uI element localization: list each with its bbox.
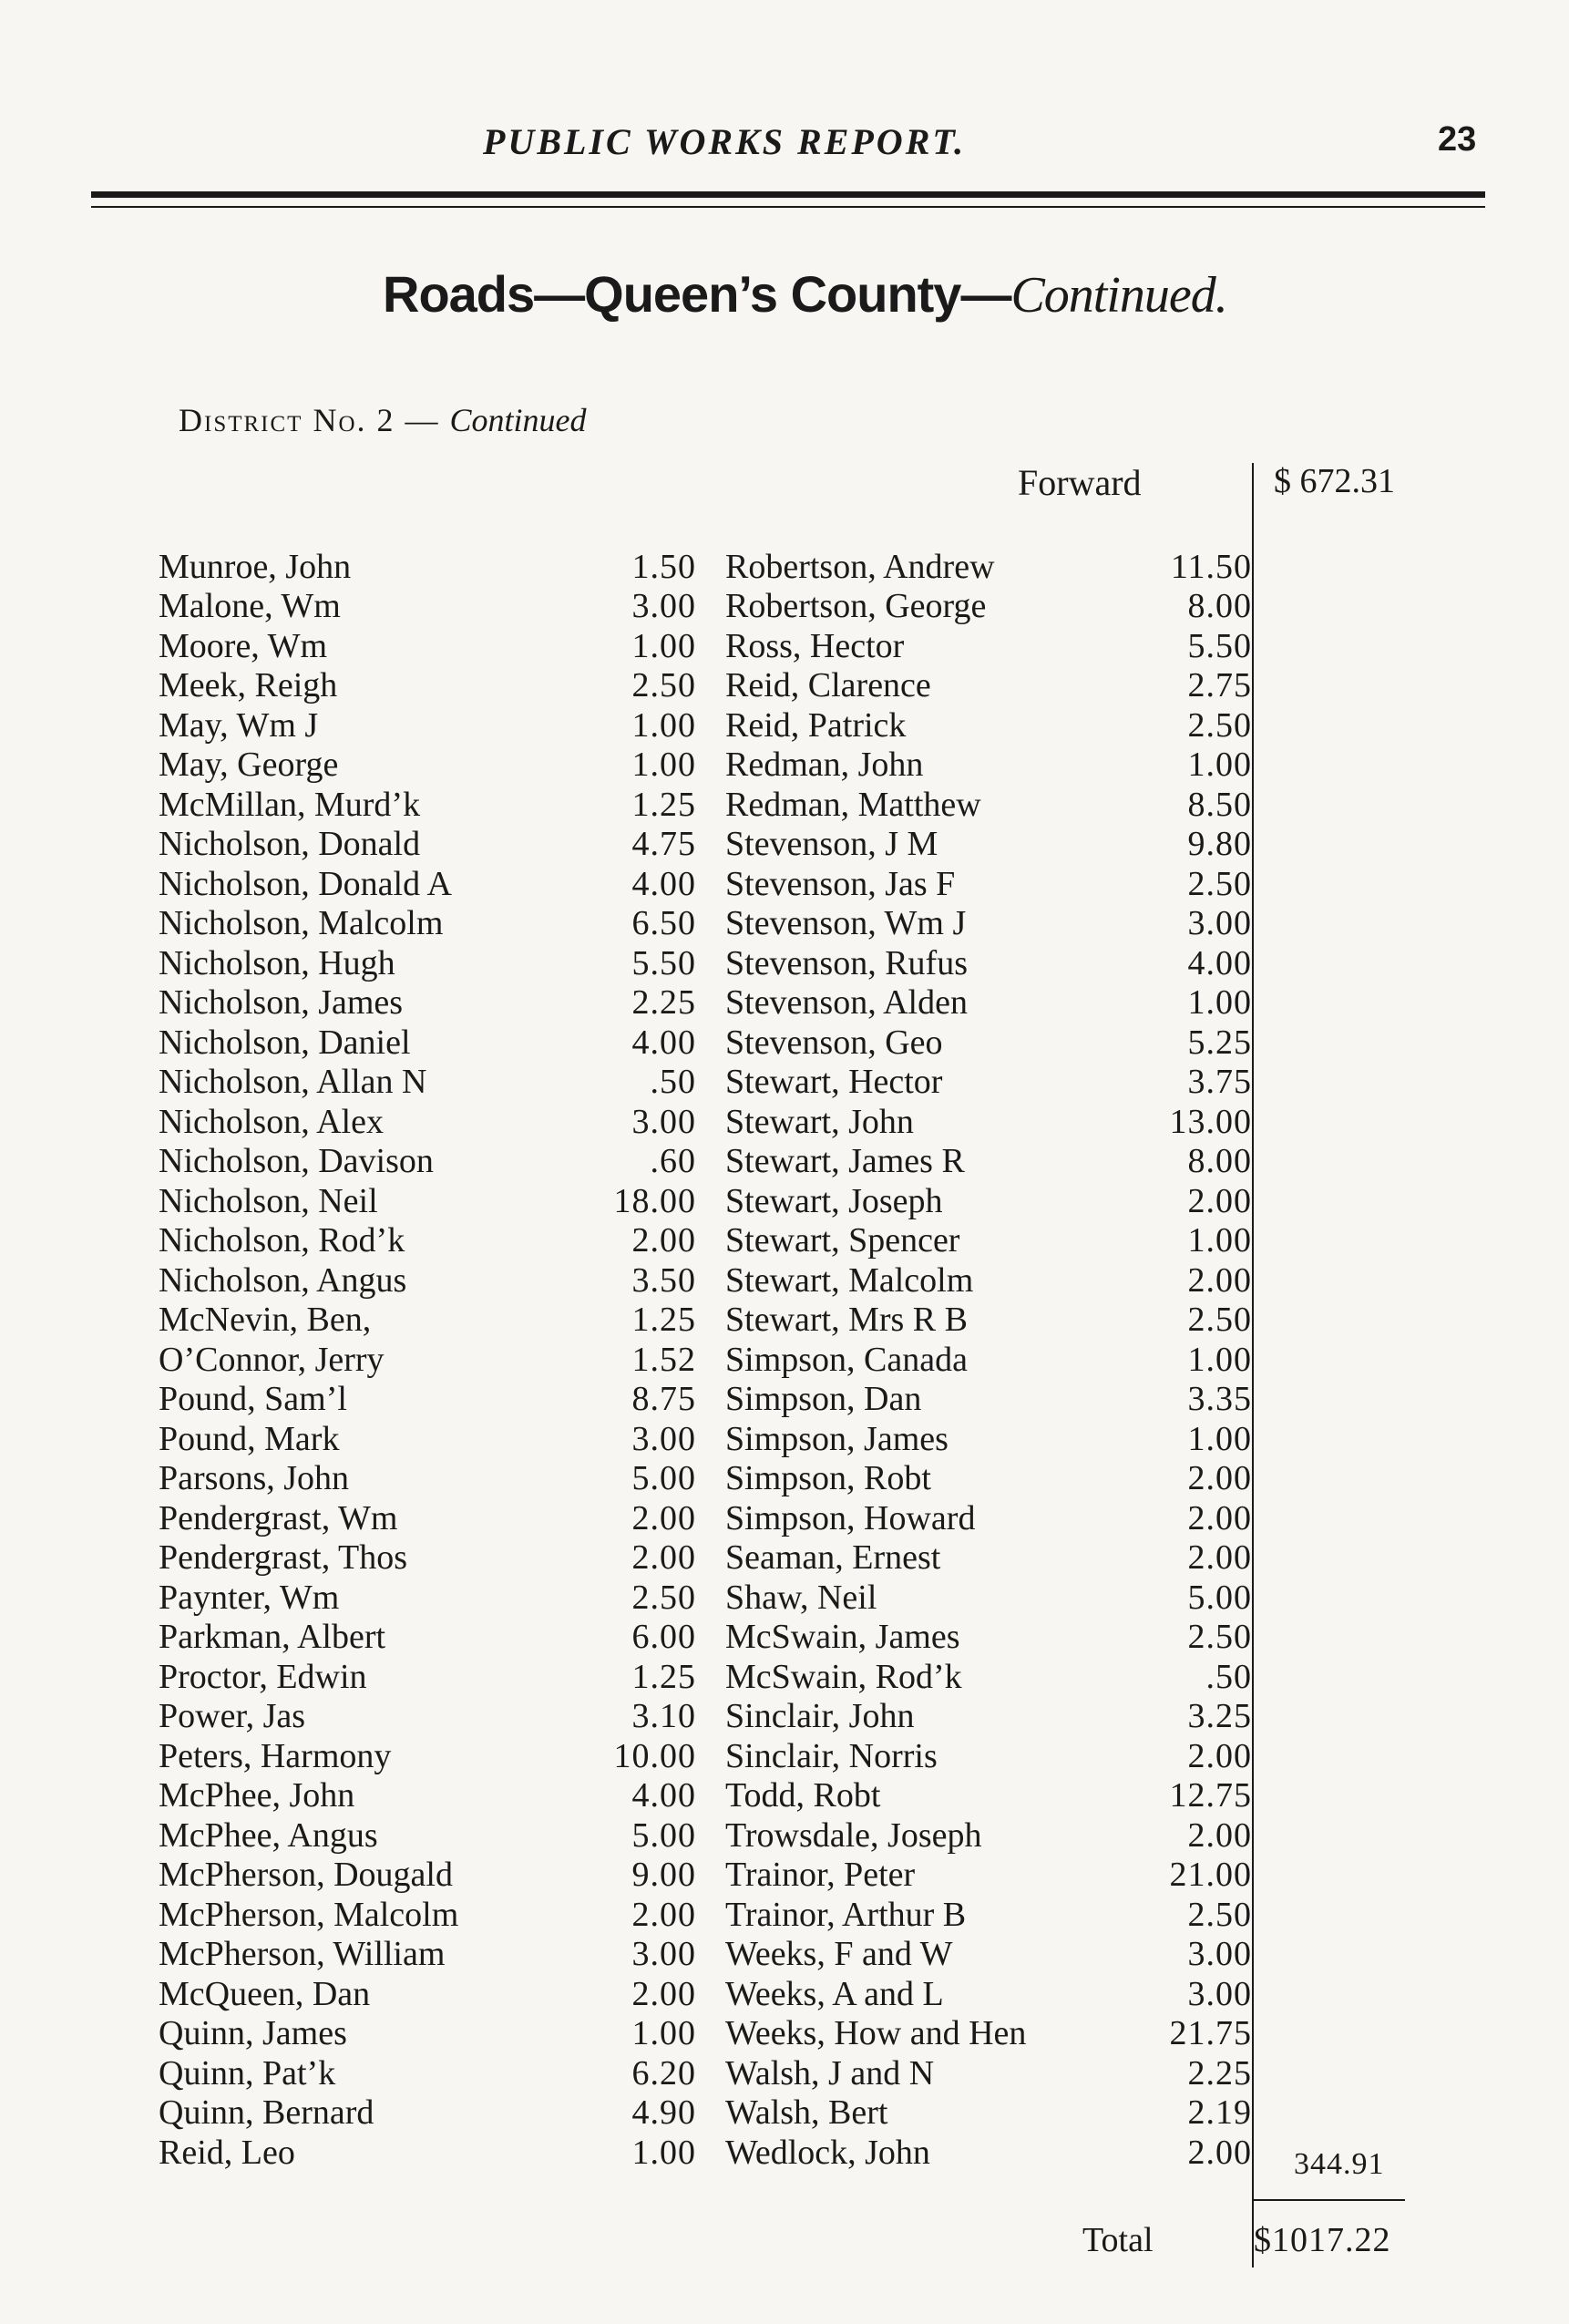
payee-name: Nicholson, Hugh [159, 943, 395, 982]
district-continued: Continued [449, 402, 587, 438]
list-item [725, 1974, 1252, 2014]
section-title-main: Roads—Queen’s County— [383, 265, 1011, 323]
list-item [725, 1260, 1252, 1301]
payment-amount: 1.50 [631, 547, 696, 586]
left-column [159, 547, 696, 2173]
list-item [159, 1142, 696, 1182]
district-heading [179, 401, 587, 439]
payment-amount: 5.25 [1187, 1023, 1252, 1062]
payee-name: Trainor, Arthur B [725, 1895, 967, 1934]
list-item [725, 1935, 1252, 1975]
payee-name: Nicholson, Rod’k [159, 1221, 405, 1260]
list-item [159, 1498, 696, 1538]
list-item [159, 785, 696, 825]
payee-name: McPherson, Dougald [159, 1856, 453, 1894]
list-item [725, 1419, 1252, 1459]
list-item [725, 705, 1252, 746]
payee-name: Weeks, F and W [725, 1935, 953, 1973]
payment-amount: 2.00 [631, 1538, 696, 1577]
payment-amount: 6.50 [631, 904, 696, 942]
list-item [159, 1815, 696, 1856]
payment-amount: 3.00 [1187, 1974, 1252, 2013]
list-item [725, 1498, 1252, 1538]
payee-name: Stevenson, Rufus [725, 943, 968, 982]
list-item [159, 2093, 696, 2134]
list-item [725, 904, 1252, 944]
list-item [159, 666, 696, 706]
payment-amount: 2.50 [631, 666, 696, 704]
payment-amount: 5.00 [631, 1815, 696, 1855]
payee-name: Walsh, Bert [725, 2093, 888, 2132]
payee-name: Robertson, George [725, 587, 987, 625]
payee-name: Seaman, Ernest [725, 1538, 941, 1577]
payee-name: Reid, Patrick [725, 705, 907, 745]
district-label: District No. 2 — [179, 402, 440, 438]
list-item [159, 1856, 696, 1896]
payee-name: Nicholson, Angus [159, 1260, 407, 1300]
payee-name: Redman, John [725, 746, 924, 784]
forward-amount: $ 672.31 [1274, 462, 1395, 500]
list-item [159, 1578, 696, 1618]
payee-name: McSwain, James [725, 1618, 960, 1656]
payee-name: Trowsdale, Joseph [725, 1815, 982, 1855]
payment-amount: 1.00 [631, 705, 696, 745]
payee-name: Munroe, John [159, 547, 352, 586]
list-item [159, 864, 696, 904]
payee-name: Peters, Harmony [159, 1736, 392, 1775]
payee-name: Weeks, A and L [725, 1974, 944, 2013]
payee-name: Paynter, Wm [159, 1578, 340, 1617]
payment-amount: 3.00 [631, 1419, 696, 1458]
list-item [725, 864, 1252, 904]
payee-name: McPhee, John [159, 1776, 355, 1815]
payee-name: Wedlock, John [725, 2133, 930, 2172]
payment-amount: 2.00 [1187, 1260, 1252, 1300]
payee-name: Quinn, Pat’k [159, 2053, 336, 2093]
payee-name: Stevenson, J M [725, 825, 938, 863]
payee-name: Stewart, Mrs R B [725, 1301, 968, 1339]
payee-name: McMillan, Murd’k [159, 785, 421, 824]
list-item [725, 1380, 1252, 1420]
list-item [159, 1974, 696, 2014]
payment-amount: 5.00 [1187, 1578, 1252, 1617]
list-item [159, 983, 696, 1023]
page-number: 23 [1438, 120, 1477, 159]
payment-amount: .50 [650, 1063, 696, 1101]
payment-amount: 3.00 [1187, 904, 1252, 942]
payee-name: May, George [159, 746, 339, 784]
payment-amount: 1.00 [631, 626, 696, 665]
payee-name: McQueen, Dan [159, 1974, 371, 2013]
list-item [159, 1023, 696, 1063]
payee-name: Malone, Wm [159, 587, 341, 625]
payee-name: Reid, Clarence [725, 666, 931, 704]
payment-amount: 2.00 [631, 1895, 696, 1934]
payment-amount: 2.50 [1187, 705, 1252, 745]
list-item [159, 587, 696, 627]
list-item [159, 1697, 696, 1737]
payment-amount: 5.00 [631, 1459, 696, 1497]
payment-amount: 2.19 [1187, 2093, 1252, 2132]
list-item [725, 1340, 1252, 1380]
list-item [159, 904, 696, 944]
list-item [725, 2133, 1252, 2173]
payment-amount: 2.50 [1187, 1301, 1252, 1339]
payee-name: Pendergrast, Thos [159, 1538, 408, 1577]
payee-name: McPherson, William [159, 1935, 446, 1973]
payee-name: Shaw, Neil [725, 1578, 877, 1617]
payee-name: Stewart, James R [725, 1142, 965, 1180]
payment-amount: 21.75 [1169, 2014, 1252, 2052]
payment-amount: 4.90 [631, 2093, 696, 2132]
payment-amount: 13.00 [1169, 1102, 1252, 1141]
payment-amount: 2.00 [1187, 1815, 1252, 1855]
payee-name: Reid, Leo [159, 2133, 295, 2172]
list-item [159, 1618, 696, 1658]
list-item [159, 1181, 696, 1221]
list-item [159, 1459, 696, 1499]
payment-amount: 2.75 [1187, 666, 1252, 704]
payee-name: Weeks, How and Hen [725, 2014, 1027, 2052]
payment-amount: 3.25 [1187, 1697, 1252, 1735]
payee-name: Pound, Sam’l [159, 1380, 347, 1418]
list-item [159, 1736, 696, 1776]
payment-amount: 5.50 [1187, 626, 1252, 665]
payee-name: Quinn, Bernard [159, 2093, 374, 2132]
payment-amount: 3.00 [1187, 1935, 1252, 1973]
running-title: PUBLIC WORKS REPORT. [483, 121, 967, 162]
payee-name: Stewart, John [725, 1102, 914, 1141]
payee-name: Nicholson, Donald [159, 825, 421, 863]
list-item [725, 1618, 1252, 1658]
payee-name: Nicholson, Malcolm [159, 904, 444, 942]
payment-amount: .50 [1205, 1657, 1252, 1696]
payment-amount: 18.00 [613, 1181, 696, 1220]
payment-amount: 2.00 [1187, 1459, 1252, 1497]
payee-name: McPhee, Angus [159, 1815, 378, 1855]
payment-amount: 1.00 [1187, 1340, 1252, 1379]
payee-name: Parkman, Albert [159, 1618, 386, 1656]
payee-name: Stevenson, Geo [725, 1023, 943, 1062]
payee-name: Sinclair, Norris [725, 1736, 938, 1775]
list-item [159, 943, 696, 983]
section-title [383, 264, 1227, 324]
list-item [725, 1856, 1252, 1896]
payee-name: McNevin, Ben, [159, 1301, 372, 1339]
list-item [159, 1260, 696, 1301]
payment-amount: 6.20 [631, 2053, 696, 2093]
payment-amount: 1.00 [631, 2133, 696, 2172]
list-item [725, 1459, 1252, 1499]
payee-name: Simpson, Canada [725, 1340, 968, 1379]
list-item [159, 2133, 696, 2173]
payment-amount: 3.00 [631, 1935, 696, 1973]
payee-name: Stevenson, Alden [725, 983, 968, 1022]
payee-name: Ross, Hector [725, 626, 905, 665]
list-item [159, 825, 696, 865]
payment-amount: 3.00 [631, 1102, 696, 1141]
subtotal-rule [1254, 2199, 1405, 2201]
section-title-continued: Continued. [1010, 267, 1227, 324]
list-item [725, 1221, 1252, 1261]
payee-name: Nicholson, Davison [159, 1142, 434, 1180]
payment-amount: 2.50 [1187, 1895, 1252, 1934]
list-item [159, 1380, 696, 1420]
payee-name: Quinn, James [159, 2014, 347, 2052]
payment-amount: 3.10 [631, 1697, 696, 1735]
list-item [725, 1102, 1252, 1142]
list-item [159, 1657, 696, 1697]
list-item [159, 1340, 696, 1380]
payment-amount: 2.25 [631, 983, 696, 1022]
list-item [725, 1815, 1252, 1856]
payment-amount: 2.25 [1187, 2053, 1252, 2093]
list-item [725, 1895, 1252, 1935]
payment-amount: 2.00 [631, 1498, 696, 1537]
list-item [725, 1301, 1252, 1341]
payee-name: Stewart, Hector [725, 1063, 943, 1101]
payment-amount: 4.00 [631, 1776, 696, 1815]
list-item [159, 1895, 696, 1935]
list-item [159, 547, 696, 587]
payment-amount: 1.00 [1187, 1221, 1252, 1260]
payment-amount: 1.00 [1187, 1419, 1252, 1458]
payment-amount: 4.00 [631, 864, 696, 903]
list-item [159, 2014, 696, 2054]
list-item [159, 746, 696, 786]
payment-amount: 2.00 [1187, 1538, 1252, 1577]
payee-name: Proctor, Edwin [159, 1657, 367, 1696]
payee-name: Nicholson, James [159, 983, 404, 1022]
column-divider [1252, 463, 1254, 2267]
payment-amount: 10.00 [613, 1736, 696, 1775]
payee-name: Simpson, Robt [725, 1459, 931, 1497]
list-item [725, 1736, 1252, 1776]
payment-amount: 21.00 [1169, 1856, 1252, 1894]
payment-amount: 2.00 [1187, 1736, 1252, 1775]
payment-amount: 1.00 [631, 746, 696, 784]
list-item [725, 587, 1252, 627]
payee-name: Simpson, Howard [725, 1498, 976, 1537]
payee-name: Robertson, Andrew [725, 547, 995, 586]
list-item [159, 1776, 696, 1816]
list-item [725, 2093, 1252, 2134]
payment-amount: 2.00 [631, 1974, 696, 2013]
list-item [725, 2053, 1252, 2093]
payment-amount: 4.00 [1187, 943, 1252, 982]
payment-amount: 3.00 [631, 587, 696, 625]
payee-name: Nicholson, Daniel [159, 1023, 411, 1062]
payment-amount: 2.50 [1187, 1618, 1252, 1656]
list-item [725, 943, 1252, 983]
subtotal-amount: 344.91 [1294, 2147, 1385, 2181]
payee-name: Nicholson, Donald A [159, 864, 452, 903]
payment-amount: 3.75 [1187, 1063, 1252, 1101]
payee-name: Trainor, Peter [725, 1856, 916, 1894]
payee-name: Pendergrast, Wm [159, 1498, 398, 1537]
total-amount: $1017.22 [1254, 2221, 1391, 2259]
payment-amount: 1.25 [631, 1301, 696, 1339]
payment-amount: 1.52 [631, 1340, 696, 1379]
payee-name: Moore, Wm [159, 626, 328, 665]
payment-amount: 2.00 [1187, 1498, 1252, 1537]
payee-name: May, Wm J [159, 705, 319, 745]
list-item [725, 666, 1252, 706]
list-item [725, 547, 1252, 587]
payee-name: Parsons, John [159, 1459, 350, 1497]
payment-amount: 4.00 [631, 1023, 696, 1062]
header-rule [91, 191, 1485, 198]
payment-amount: 2.00 [1187, 1181, 1252, 1220]
list-item [159, 1419, 696, 1459]
payee-name: McSwain, Rod’k [725, 1657, 962, 1696]
payment-amount: 2.00 [631, 1221, 696, 1260]
payment-amount: 6.00 [631, 1618, 696, 1656]
list-item [159, 1221, 696, 1261]
list-item [159, 1935, 696, 1975]
list-item [159, 626, 696, 666]
list-item [725, 1063, 1252, 1103]
list-item [725, 1181, 1252, 1221]
payee-name: Stewart, Joseph [725, 1181, 943, 1220]
list-item [725, 1142, 1252, 1182]
payment-amount: 1.00 [1187, 983, 1252, 1022]
list-item [725, 1697, 1252, 1737]
list-item [725, 825, 1252, 865]
list-item [725, 626, 1252, 666]
list-item [725, 1538, 1252, 1578]
list-item [159, 2053, 696, 2093]
payee-name: Walsh, J and N [725, 2053, 935, 2093]
list-item [159, 1063, 696, 1103]
payee-name: Nicholson, Allan N [159, 1063, 427, 1101]
payee-name: Pound, Mark [159, 1419, 340, 1458]
payment-amount: 2.50 [1187, 864, 1252, 903]
payment-amount: 9.00 [631, 1856, 696, 1894]
list-item [725, 2014, 1252, 2054]
payment-amount: 12.75 [1169, 1776, 1252, 1815]
payment-amount: 3.50 [631, 1260, 696, 1300]
list-item [725, 1578, 1252, 1618]
list-item [159, 1102, 696, 1142]
payee-name: Meek, Reigh [159, 666, 338, 704]
header-rule-thin [91, 206, 1485, 208]
payment-amount: 11.50 [1170, 547, 1252, 586]
payee-name: Stevenson, Wm J [725, 904, 967, 942]
total-label: Total [1082, 2221, 1154, 2259]
payee-name: Redman, Matthew [725, 785, 981, 824]
list-item [725, 785, 1252, 825]
payee-name: Stewart, Malcolm [725, 1260, 974, 1300]
payment-amount: 2.00 [1187, 2133, 1252, 2172]
payment-amount: .60 [650, 1142, 696, 1180]
payee-name: McPherson, Malcolm [159, 1895, 459, 1934]
payee-name: Simpson, James [725, 1419, 949, 1458]
payee-name: Simpson, Dan [725, 1380, 922, 1418]
list-item [725, 746, 1252, 786]
payment-amount: 1.25 [631, 785, 696, 824]
payment-amount: 1.00 [1187, 746, 1252, 784]
list-item [159, 1538, 696, 1578]
list-item [725, 1657, 1252, 1697]
payment-amount: 4.75 [631, 825, 696, 863]
list-item [725, 1776, 1252, 1816]
payee-name: Power, Jas [159, 1697, 306, 1735]
list-item [159, 705, 696, 746]
list-item [725, 983, 1252, 1023]
right-column [725, 547, 1252, 2173]
payee-name: Nicholson, Alex [159, 1102, 384, 1141]
payment-amount: 9.80 [1187, 825, 1252, 863]
payment-amount: 8.00 [1187, 587, 1252, 625]
list-item [159, 1301, 696, 1341]
payee-name: Stewart, Spencer [725, 1221, 960, 1260]
payee-name: O’Connor, Jerry [159, 1340, 385, 1379]
forward-label: Forward [1018, 462, 1142, 503]
payee-name: Sinclair, John [725, 1697, 915, 1735]
list-item [725, 1023, 1252, 1063]
payee-name: Todd, Robt [725, 1776, 881, 1815]
payment-amount: 3.35 [1187, 1380, 1252, 1418]
payee-name: Stevenson, Jas F [725, 864, 956, 903]
payment-amount: 8.75 [631, 1380, 696, 1418]
payment-amount: 8.50 [1187, 785, 1252, 824]
payment-amount: 8.00 [1187, 1142, 1252, 1180]
payment-amount: 1.00 [631, 2014, 696, 2052]
payee-name: Nicholson, Neil [159, 1181, 378, 1220]
payment-amount: 2.50 [631, 1578, 696, 1617]
payment-amount: 1.25 [631, 1657, 696, 1696]
payment-amount: 5.50 [631, 943, 696, 982]
